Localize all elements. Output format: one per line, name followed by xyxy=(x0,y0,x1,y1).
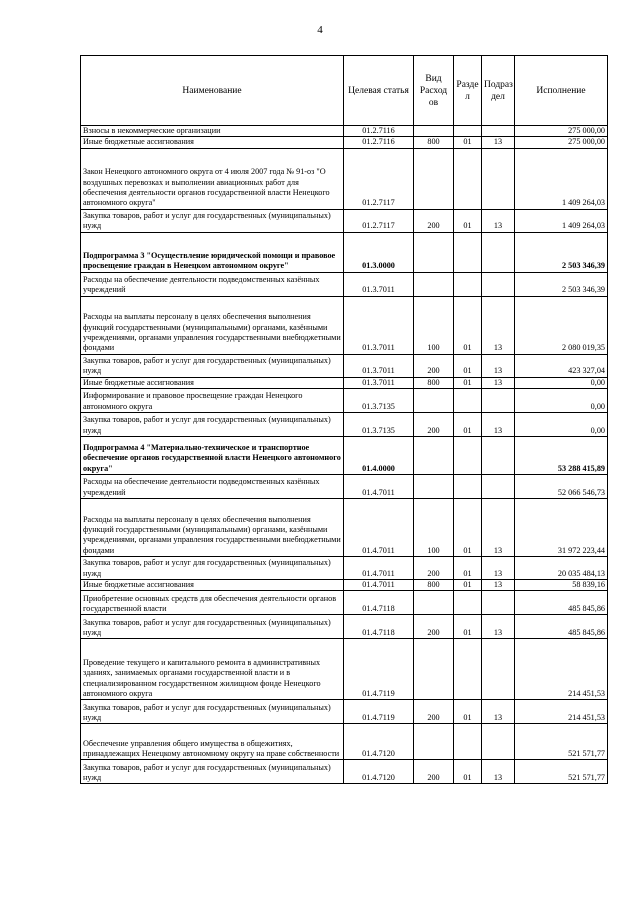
table-row xyxy=(81,498,608,556)
cell-target-article: 01.4.0000 xyxy=(344,436,414,474)
cell-target-article: 01.4.7119 xyxy=(344,700,414,724)
cell-subsection xyxy=(482,126,515,137)
cell-name: Закупка товаров, работ и услуг для государственных (муниципальных) нужд xyxy=(81,412,344,436)
cell-expense-type xyxy=(414,388,454,412)
table-row xyxy=(81,436,608,474)
cell-target-article: 01.4.7120 xyxy=(344,760,414,784)
cell-subsection: 13 xyxy=(482,209,515,232)
cell-expense-type xyxy=(414,474,454,498)
cell-name: Взносы в некоммерческие организации xyxy=(81,126,344,137)
cell-section: 01 xyxy=(454,209,482,232)
cell-subsection: 13 xyxy=(482,700,515,724)
table-row xyxy=(81,615,608,639)
cell-execution: 0,00 xyxy=(515,388,608,412)
header-execution: Исполнение xyxy=(515,56,608,126)
header-name: Наименование xyxy=(81,56,344,126)
cell-expense-type: 200 xyxy=(414,760,454,784)
cell-name: Иные бюджетные ассигнования xyxy=(81,137,344,148)
cell-expense-type: 200 xyxy=(414,412,454,436)
cell-execution: 52 066 546,73 xyxy=(515,474,608,498)
cell-execution: 58 839,16 xyxy=(515,579,608,590)
cell-expense-type xyxy=(414,436,454,474)
cell-section xyxy=(454,148,482,209)
cell-subsection: 13 xyxy=(482,556,515,579)
cell-section: 01 xyxy=(454,377,482,388)
table-row xyxy=(81,148,608,209)
cell-execution: 485 845,86 xyxy=(515,591,608,615)
cell-subsection xyxy=(482,388,515,412)
cell-section: 01 xyxy=(454,498,482,556)
cell-target-article: 01.4.7011 xyxy=(344,579,414,590)
cell-name: Закупка товаров, работ и услуг для государственных (муниципальных) нужд xyxy=(81,209,344,232)
cell-target-article: 01.4.7011 xyxy=(344,556,414,579)
cell-expense-type: 200 xyxy=(414,209,454,232)
cell-expense-type: 100 xyxy=(414,498,454,556)
cell-expense-type xyxy=(414,232,454,272)
table-row xyxy=(81,700,608,724)
cell-target-article: 01.3.7011 xyxy=(344,272,414,296)
cell-subsection xyxy=(482,148,515,209)
cell-subsection xyxy=(482,724,515,760)
cell-expense-type xyxy=(414,272,454,296)
cell-section: 01 xyxy=(454,579,482,590)
cell-expense-type: 800 xyxy=(414,137,454,148)
table-body xyxy=(81,126,608,784)
table-row xyxy=(81,724,608,760)
cell-execution: 214 451,53 xyxy=(515,700,608,724)
cell-section xyxy=(454,591,482,615)
cell-execution: 0,00 xyxy=(515,412,608,436)
table-row xyxy=(81,232,608,272)
table-row xyxy=(81,474,608,498)
cell-expense-type: 800 xyxy=(414,377,454,388)
cell-expense-type: 100 xyxy=(414,296,454,354)
cell-section: 01 xyxy=(454,296,482,354)
cell-section: 01 xyxy=(454,354,482,377)
cell-execution: 31 972 223,44 xyxy=(515,498,608,556)
cell-execution: 214 451,53 xyxy=(515,639,608,700)
cell-expense-type: 200 xyxy=(414,615,454,639)
cell-target-article: 01.2.7117 xyxy=(344,209,414,232)
cell-name: Расходы на обеспечение деятельности подведомственных казённых учреждений xyxy=(81,474,344,498)
cell-subsection: 13 xyxy=(482,498,515,556)
cell-section: 01 xyxy=(454,137,482,148)
table-row xyxy=(81,556,608,579)
cell-name: Подпрограмма 4 "Материально-техническое и транспортное обеспечение органов государственной власти Ненецкого автономного округа" xyxy=(81,436,344,474)
cell-target-article: 01.2.7117 xyxy=(344,148,414,209)
cell-name: Закупка товаров, работ и услуг для государственных (муниципальных) нужд xyxy=(81,615,344,639)
cell-name: Подпрограмма 3 "Осуществление юридической помощи и правовое просвещение граждан в Ненецком автономном округе" xyxy=(81,232,344,272)
table-row xyxy=(81,639,608,700)
cell-name: Обеспечение управления общего имущества в общежитиях, принадлежащих Ненецкому автономному округу на праве собственности xyxy=(81,724,344,760)
cell-target-article: 01.3.7011 xyxy=(344,377,414,388)
cell-execution: 521 571,77 xyxy=(515,724,608,760)
cell-name: Иные бюджетные ассигнования xyxy=(81,377,344,388)
cell-target-article: 01.3.7011 xyxy=(344,354,414,377)
cell-target-article: 01.4.7120 xyxy=(344,724,414,760)
cell-expense-type xyxy=(414,148,454,209)
cell-name: Расходы на выплаты персоналу в целях обеспечения выполнения функций государственными (муниципальными) органами, казёнными учреждениями, органами управления государственными внебюджетными фондами xyxy=(81,498,344,556)
cell-execution: 2 503 346,39 xyxy=(515,272,608,296)
cell-expense-type xyxy=(414,639,454,700)
cell-section: 01 xyxy=(454,615,482,639)
cell-expense-type xyxy=(414,126,454,137)
cell-subsection: 13 xyxy=(482,760,515,784)
cell-expense-type: 800 xyxy=(414,579,454,590)
table-row xyxy=(81,209,608,232)
cell-subsection: 13 xyxy=(482,296,515,354)
budget-table xyxy=(80,55,608,784)
cell-subsection xyxy=(482,232,515,272)
table-row xyxy=(81,412,608,436)
header-expense-type: Вид Расход ов xyxy=(414,56,454,126)
cell-subsection: 13 xyxy=(482,412,515,436)
cell-target-article: 01.4.7119 xyxy=(344,639,414,700)
table-row xyxy=(81,272,608,296)
cell-execution: 485 845,86 xyxy=(515,615,608,639)
cell-name: Закупка товаров, работ и услуг для государственных (муниципальных) нужд xyxy=(81,760,344,784)
cell-name: Расходы на обеспечение деятельности подведомственных казённых учреждений xyxy=(81,272,344,296)
cell-name: Закон Ненецкого автономного округа от 4 июля 2007 года № 91-оз "О воздушных перевозках и выполнении авиационных работ для обеспечения деятельности органов государственной власти Ненецкого автономного округа" xyxy=(81,148,344,209)
cell-section: 01 xyxy=(454,760,482,784)
cell-name: Расходы на выплаты персоналу в целях обеспечения выполнения функций государственными (муниципальными) органами, казёнными учреждениями, органами управления государственными внебюджетными фондами xyxy=(81,296,344,354)
cell-execution: 0,00 xyxy=(515,377,608,388)
cell-expense-type xyxy=(414,591,454,615)
cell-target-article: 01.3.0000 xyxy=(344,232,414,272)
cell-name: Иные бюджетные ассигнования xyxy=(81,579,344,590)
cell-execution: 53 288 415,89 xyxy=(515,436,608,474)
cell-target-article: 01.4.7011 xyxy=(344,474,414,498)
cell-execution: 423 327,04 xyxy=(515,354,608,377)
cell-section xyxy=(454,388,482,412)
cell-name: Закупка товаров, работ и услуг для государственных (муниципальных) нужд xyxy=(81,354,344,377)
table-row xyxy=(81,137,608,148)
cell-section xyxy=(454,126,482,137)
cell-subsection: 13 xyxy=(482,579,515,590)
cell-execution: 1 409 264,03 xyxy=(515,148,608,209)
cell-section: 01 xyxy=(454,700,482,724)
cell-target-article: 01.4.7118 xyxy=(344,591,414,615)
table-row xyxy=(81,354,608,377)
cell-section xyxy=(454,474,482,498)
table-row xyxy=(81,388,608,412)
cell-subsection: 13 xyxy=(482,615,515,639)
cell-name: Закупка товаров, работ и услуг для государственных (муниципальных) нужд xyxy=(81,700,344,724)
cell-execution: 1 409 264,03 xyxy=(515,209,608,232)
table-row xyxy=(81,591,608,615)
cell-name: Приобретение основных средств для обеспечения деятельности органов государственной власти xyxy=(81,591,344,615)
cell-target-article: 01.4.7118 xyxy=(344,615,414,639)
cell-name: Информирование и правовое просвещение граждан Ненецкого автономного округа xyxy=(81,388,344,412)
cell-target-article: 01.3.7135 xyxy=(344,412,414,436)
cell-section xyxy=(454,232,482,272)
header-target-article: Целевая статья xyxy=(344,56,414,126)
cell-subsection xyxy=(482,639,515,700)
cell-section: 01 xyxy=(454,412,482,436)
cell-section xyxy=(454,639,482,700)
cell-target-article: 01.2.7116 xyxy=(344,126,414,137)
cell-subsection: 13 xyxy=(482,354,515,377)
page-number: 4 xyxy=(317,24,323,36)
cell-section xyxy=(454,436,482,474)
cell-expense-type: 200 xyxy=(414,354,454,377)
cell-name: Проведение текущего и капитального ремонта в административных зданиях, занимаемых органами государственной власти и в специализированном государственном жилищном фонде Ненецкого автономного округа xyxy=(81,639,344,700)
cell-execution: 2 503 346,39 xyxy=(515,232,608,272)
cell-execution: 275 000,00 xyxy=(515,126,608,137)
table-row xyxy=(81,296,608,354)
table-row xyxy=(81,377,608,388)
table-header-row xyxy=(81,56,608,126)
cell-subsection: 13 xyxy=(482,377,515,388)
cell-subsection: 13 xyxy=(482,137,515,148)
cell-subsection xyxy=(482,436,515,474)
cell-target-article: 01.3.7135 xyxy=(344,388,414,412)
cell-expense-type xyxy=(414,724,454,760)
cell-execution: 521 571,77 xyxy=(515,760,608,784)
cell-subsection xyxy=(482,474,515,498)
cell-expense-type: 200 xyxy=(414,556,454,579)
cell-expense-type: 200 xyxy=(414,700,454,724)
cell-section: 01 xyxy=(454,556,482,579)
cell-section xyxy=(454,724,482,760)
cell-execution: 275 000,00 xyxy=(515,137,608,148)
cell-target-article: 01.2.7116 xyxy=(344,137,414,148)
cell-target-article: 01.4.7011 xyxy=(344,498,414,556)
table-row xyxy=(81,760,608,784)
cell-execution: 20 035 484,13 xyxy=(515,556,608,579)
cell-target-article: 01.3.7011 xyxy=(344,296,414,354)
table-row xyxy=(81,579,608,590)
cell-subsection xyxy=(482,591,515,615)
header-subsection: Подраз дел xyxy=(482,56,515,126)
cell-subsection xyxy=(482,272,515,296)
cell-section xyxy=(454,272,482,296)
cell-execution: 2 080 019,35 xyxy=(515,296,608,354)
header-section: Разде л xyxy=(454,56,482,126)
cell-name: Закупка товаров, работ и услуг для государственных (муниципальных) нужд xyxy=(81,556,344,579)
table-row xyxy=(81,126,608,137)
